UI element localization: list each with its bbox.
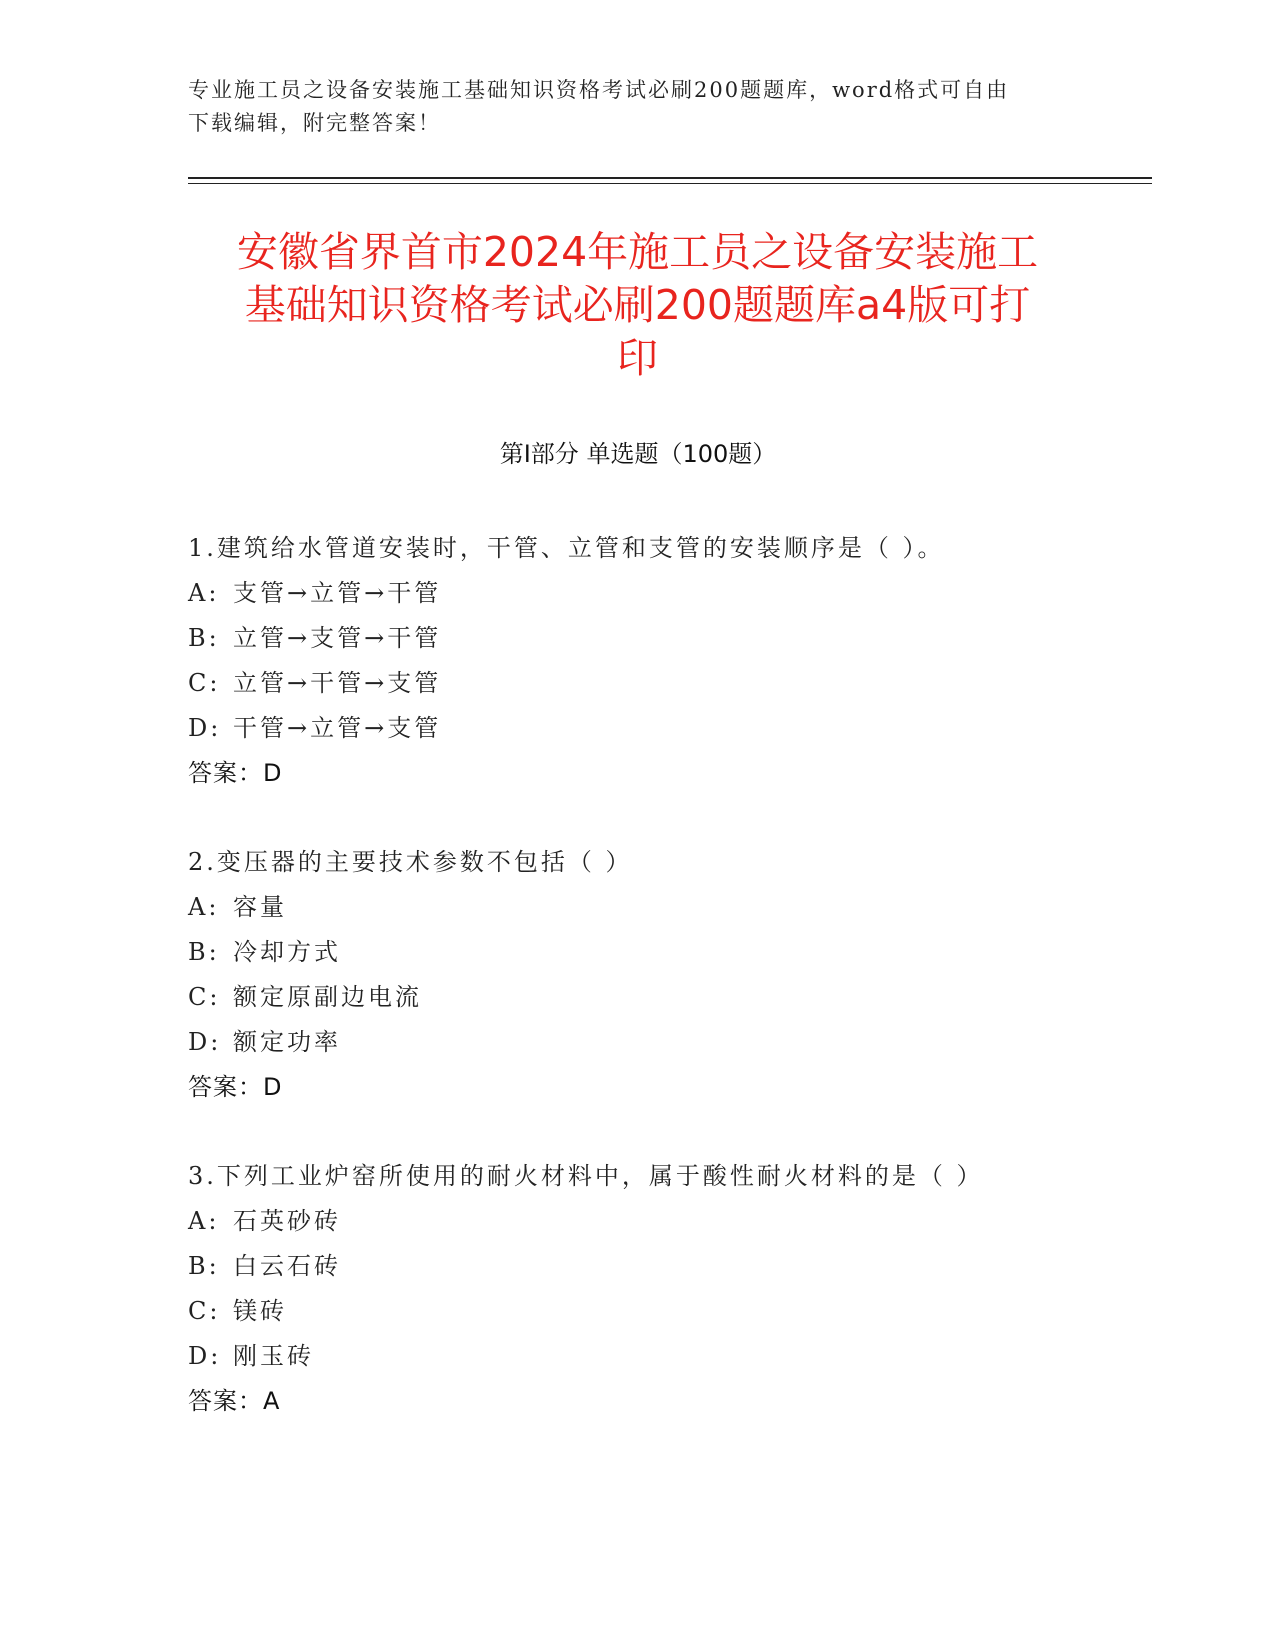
- option-key: A:: [188, 893, 220, 921]
- question-stem: 2.变压器的主要技术参数不包括（ ）: [188, 848, 633, 876]
- answer: 答案：A: [188, 1387, 281, 1415]
- option-text: 干管→立管→支管: [233, 714, 442, 742]
- option-key: B:: [188, 1252, 220, 1280]
- option-text: 立管→干管→支管: [233, 669, 442, 697]
- option-c: [188, 1289, 1088, 1334]
- option-text: 镁砖: [233, 1297, 287, 1325]
- option-key: B:: [188, 938, 220, 966]
- option-key: D:: [188, 1028, 222, 1056]
- option-c: [188, 975, 1088, 1020]
- option-text: 容量: [233, 893, 287, 921]
- question-list: [188, 526, 1088, 1468]
- header-divider-thin: [188, 183, 1152, 184]
- question-stem: 1.建筑给水管道安装时，干管、立管和支管的安装顺序是（ ）。: [188, 534, 945, 562]
- question-stem: 3.下列工业炉窑所使用的耐火材料中，属于酸性耐火材料的是（ ）: [188, 1162, 984, 1190]
- option-key: A:: [188, 1207, 220, 1235]
- header-note-line-2: 下载编辑，附完整答案！: [188, 111, 441, 135]
- option-b: [188, 616, 1088, 661]
- option-a: [188, 1199, 1088, 1244]
- option-key: D:: [188, 714, 222, 742]
- title-line-1: 安徽省界首市2024年施工员之设备安装施工: [236, 228, 1039, 276]
- option-a: [188, 885, 1088, 930]
- answer: 答案：D: [188, 759, 283, 787]
- option-text: 立管→支管→干管: [233, 624, 442, 652]
- section-title: 第Ⅰ部分 单选题（100题）: [499, 440, 777, 468]
- option-key: B:: [188, 624, 220, 652]
- option-key: D:: [188, 1342, 222, 1370]
- option-key: C:: [188, 1297, 221, 1325]
- option-d: [188, 1020, 1088, 1065]
- option-d: [188, 706, 1088, 751]
- option-c: [188, 661, 1088, 706]
- option-text: 刚玉砖: [233, 1342, 314, 1370]
- option-key: C:: [188, 983, 221, 1011]
- option-key: C:: [188, 669, 221, 697]
- document-title: [175, 226, 1100, 385]
- option-text: 支管→立管→干管: [233, 579, 442, 607]
- option-b: [188, 930, 1088, 975]
- option-text: 冷却方式: [233, 938, 341, 966]
- option-text: 石英砂砖: [233, 1207, 341, 1235]
- option-d: [188, 1334, 1088, 1379]
- option-key: A:: [188, 579, 220, 607]
- option-b: [188, 1244, 1088, 1289]
- question-3: [188, 1154, 1088, 1424]
- option-a: [188, 571, 1088, 616]
- option-text: 额定原副边电流: [233, 983, 422, 1011]
- answer: 答案：D: [188, 1073, 283, 1101]
- header-divider-thick: [188, 177, 1152, 179]
- question-1: [188, 526, 1088, 796]
- option-text: 白云石砖: [233, 1252, 341, 1280]
- question-2: [188, 840, 1088, 1110]
- header-note-line-1: 专业施工员之设备安装施工基础知识资格考试必刷200题题库，word格式可自由: [188, 78, 1010, 102]
- option-text: 额定功率: [233, 1028, 341, 1056]
- header-note: [188, 74, 1068, 140]
- title-line-3: 印: [617, 334, 658, 382]
- title-line-2: 基础知识资格考试必刷200题题库a4版可打: [244, 281, 1031, 329]
